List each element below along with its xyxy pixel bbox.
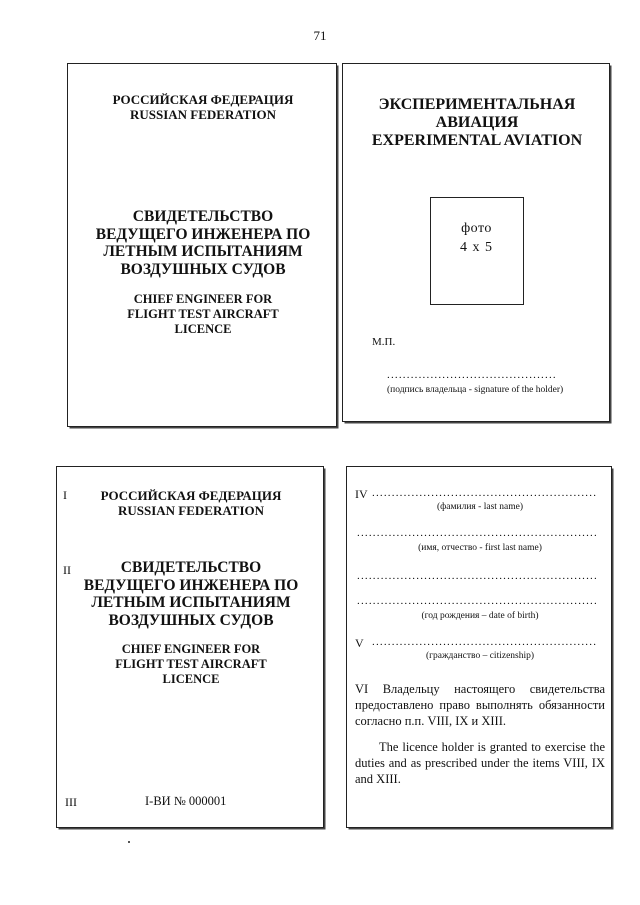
aviation-heading-en: EXPERIMENTAL AVIATION [371, 132, 583, 149]
birth-date-line: ............................................................. [357, 595, 598, 607]
cover-title-en-line: LICENCE [174, 322, 232, 336]
inner-title-ru-line: СВИДЕТЕЛЬСТВО [120, 559, 262, 576]
licence-serial-number: I-ВИ № 000001 [145, 794, 227, 808]
inner-right-panel [346, 466, 612, 828]
cover-title-en-line: CHIEF ENGINEER FOR [133, 292, 273, 306]
inner-title-ru-line: ВЕДУЩЕГО ИНЖЕНЕРА ПО [83, 576, 299, 594]
section-i-marker: I [63, 488, 67, 502]
inner-title-ru-line: ЛЕТНЫМ ИСПЫТАНИЯМ [91, 594, 291, 611]
photo-label: фото [461, 221, 492, 236]
first-name-line: ............................................................. [357, 527, 598, 539]
birth-date-caption: (год рождения – date of birth) [421, 611, 539, 621]
cover-panel [67, 63, 337, 427]
inner-title-en [67, 642, 315, 687]
last-name-line: ......................................................... [372, 487, 598, 499]
section-ii-marker: II [63, 563, 71, 577]
citizenship-line: ......................................................... [372, 636, 598, 648]
signature-line: ........................................... [387, 369, 557, 381]
inner-left-panel [56, 466, 324, 828]
cover-country-ru: РОССИЙСКАЯ ФЕДЕРАЦИЯ [112, 92, 294, 107]
section-v-marker: V [355, 636, 364, 650]
photo-size: 4 х 5 [460, 240, 493, 255]
inner-country-en: RUSSIAN FEDERATION [117, 503, 265, 518]
rights-text-ru [355, 681, 605, 729]
cover-title-en-line: FLIGHT TEST AIRCRAFT [127, 307, 279, 321]
section-vi-marker: VI [355, 682, 369, 696]
cover-title-ru-line: ВЕДУЩЕГО ИНЖЕНЕРА ПО [95, 225, 311, 243]
scan-speck [128, 841, 130, 843]
cover-title-ru-line: ЛЕТНЫМ ИСПЫТАНИЯМ [103, 243, 303, 260]
aviation-heading-ru-line: ЭКСПЕРИМЕНТАЛЬНАЯ [378, 96, 576, 113]
aviation-heading-ru [343, 96, 611, 132]
page-number: 71 [313, 28, 327, 43]
signature-caption: (подпись владельца - signature of the holder) [387, 385, 564, 395]
extra-name-line: ............................................................. [357, 570, 598, 582]
rights-text-en: The licence holder is granted to exercise the duties and as prescribed under the items VIII, IX and XIII. [355, 740, 605, 786]
first-name-caption: (имя, отчество - first last name) [418, 543, 542, 553]
last-name-caption: (фамилия - last name) [436, 502, 524, 512]
section-iv-marker: IV [355, 487, 368, 501]
cover-country-en: RUSSIAN FEDERATION [129, 107, 277, 122]
inner-title-en-line: LICENCE [162, 672, 220, 686]
photo-panel [342, 63, 610, 422]
section-iii-marker: III [65, 795, 77, 809]
inner-title-en-line: CHIEF ENGINEER FOR [121, 642, 261, 656]
cover-title-ru-line: ВОЗДУШНЫХ СУДОВ [120, 260, 286, 278]
aviation-heading-ru-line: АВИАЦИЯ [435, 114, 519, 131]
cover-title-ru [68, 208, 338, 278]
inner-country-ru: РОССИЙСКАЯ ФЕДЕРАЦИЯ [100, 488, 282, 503]
inner-title-ru [67, 559, 315, 629]
citizenship-caption: (гражданство – citizenship) [425, 651, 535, 661]
photo-placeholder [430, 197, 524, 305]
inner-title-ru-line: ВОЗДУШНЫХ СУДОВ [108, 611, 274, 629]
cover-title-en [68, 292, 338, 337]
stamp-label: М.П. [372, 336, 396, 348]
inner-title-en-line: FLIGHT TEST AIRCRAFT [115, 657, 267, 671]
rights-text-ru-body: Владельцу настоящего свидетельства предоставлено право выполнять обязанности согласно п.п. VIII, IX и XIII. [355, 682, 605, 728]
cover-title-ru-line: СВИДЕТЕЛЬСТВО [132, 208, 274, 225]
